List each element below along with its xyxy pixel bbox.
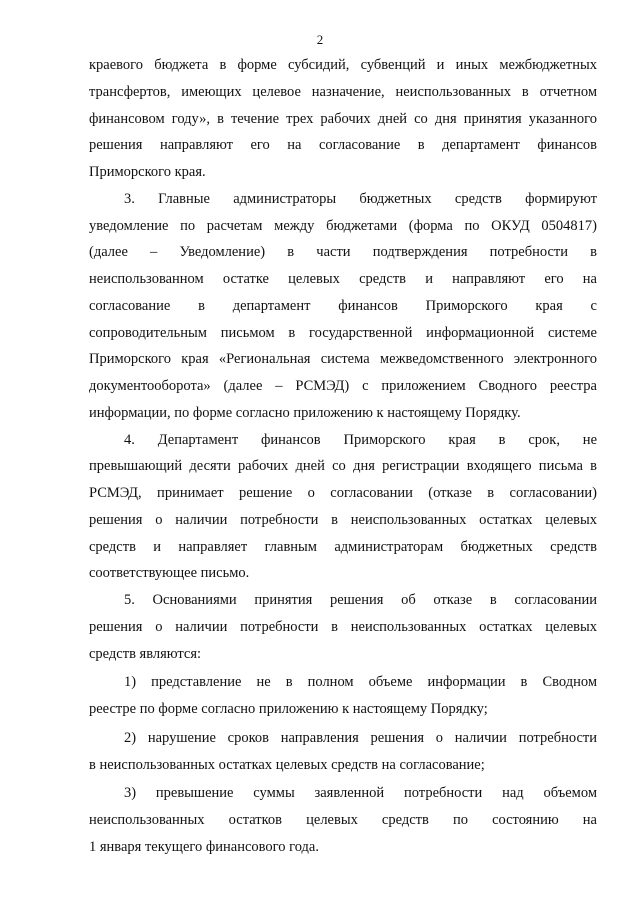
paragraph-4-start: 4. Департамент финансов Приморского края в срок, не (124, 431, 597, 448)
text-line: уведомление по расчетам между бюджетами (форма по ОКУД 0504817) (89, 217, 597, 234)
text-line: трансфертов, имеющих целевое назначение, неиспользованных в отчетном (89, 83, 597, 100)
text-line: 1 января текущего финансового года. (89, 838, 319, 855)
text-line: решения о наличии потребности в неиспользованных остатках целевых (89, 511, 597, 528)
text-line: сопроводительным письмом в государственной информационной системе (89, 324, 597, 341)
text-line: решения направляют его на согласование в департамент финансов (89, 137, 597, 154)
text-line: решения о наличии потребности в неиспользованных остатках целевых (89, 618, 597, 635)
list-item-1: 1) представление не в полном объеме информации в Сводном (124, 674, 597, 691)
text-line: неиспользованном остатке целевых средств и направляют его на (89, 271, 597, 287)
text-line: неиспользованных остатков целевых средств по состоянию на (89, 812, 597, 828)
text-line: финансовом году», в течение трех рабочих дней со дня принятия указанного (89, 110, 597, 127)
paragraph-3-start: 3. Главные администраторы бюджетных средств формируют (124, 190, 597, 207)
text-line: в неиспользованных остатках целевых средств на согласование; (89, 756, 485, 773)
text-line: информации, по форме согласно приложению к настоящему Порядку. (89, 404, 521, 421)
text-line: документооборота» (далее – РСМЭД) с приложением Сводного реестра (89, 378, 597, 394)
text-line: Приморского края. (89, 164, 206, 180)
text-line: краевого бюджета в форме субсидий, субвенций и иных межбюджетных (89, 57, 597, 73)
text-line: реестре по форме согласно приложению к настоящему Порядку; (89, 701, 488, 717)
text-line: (далее – Уведомление) в части подтверждения потребности в (89, 244, 597, 261)
text-line: средств и направляет главным администраторам бюджетных средств (89, 538, 597, 555)
text-line: согласование в департамент финансов Приморского края с (89, 297, 597, 314)
paragraph-5-start: 5. Основаниями принятия решения об отказе в согласовании (124, 592, 597, 608)
text-line: превышающий десяти рабочих дней со дня регистрации входящего письма в (89, 458, 597, 475)
text-line: средств являются: (89, 645, 202, 662)
text-line: соответствующее письмо. (89, 565, 250, 582)
list-item-3: 3) превышение суммы заявленной потребности над объемом (124, 785, 597, 802)
text-line: РСМЭД, принимает решение о согласовании (отказе в согласовании) (89, 485, 597, 501)
document-body (89, 52, 597, 861)
page-number: 2 (316, 32, 324, 47)
text-line: Приморского края «Региональная система межведомственного электронного (89, 351, 597, 368)
list-item-2: 2) нарушение сроков направления решения о наличии потребности (124, 729, 597, 746)
